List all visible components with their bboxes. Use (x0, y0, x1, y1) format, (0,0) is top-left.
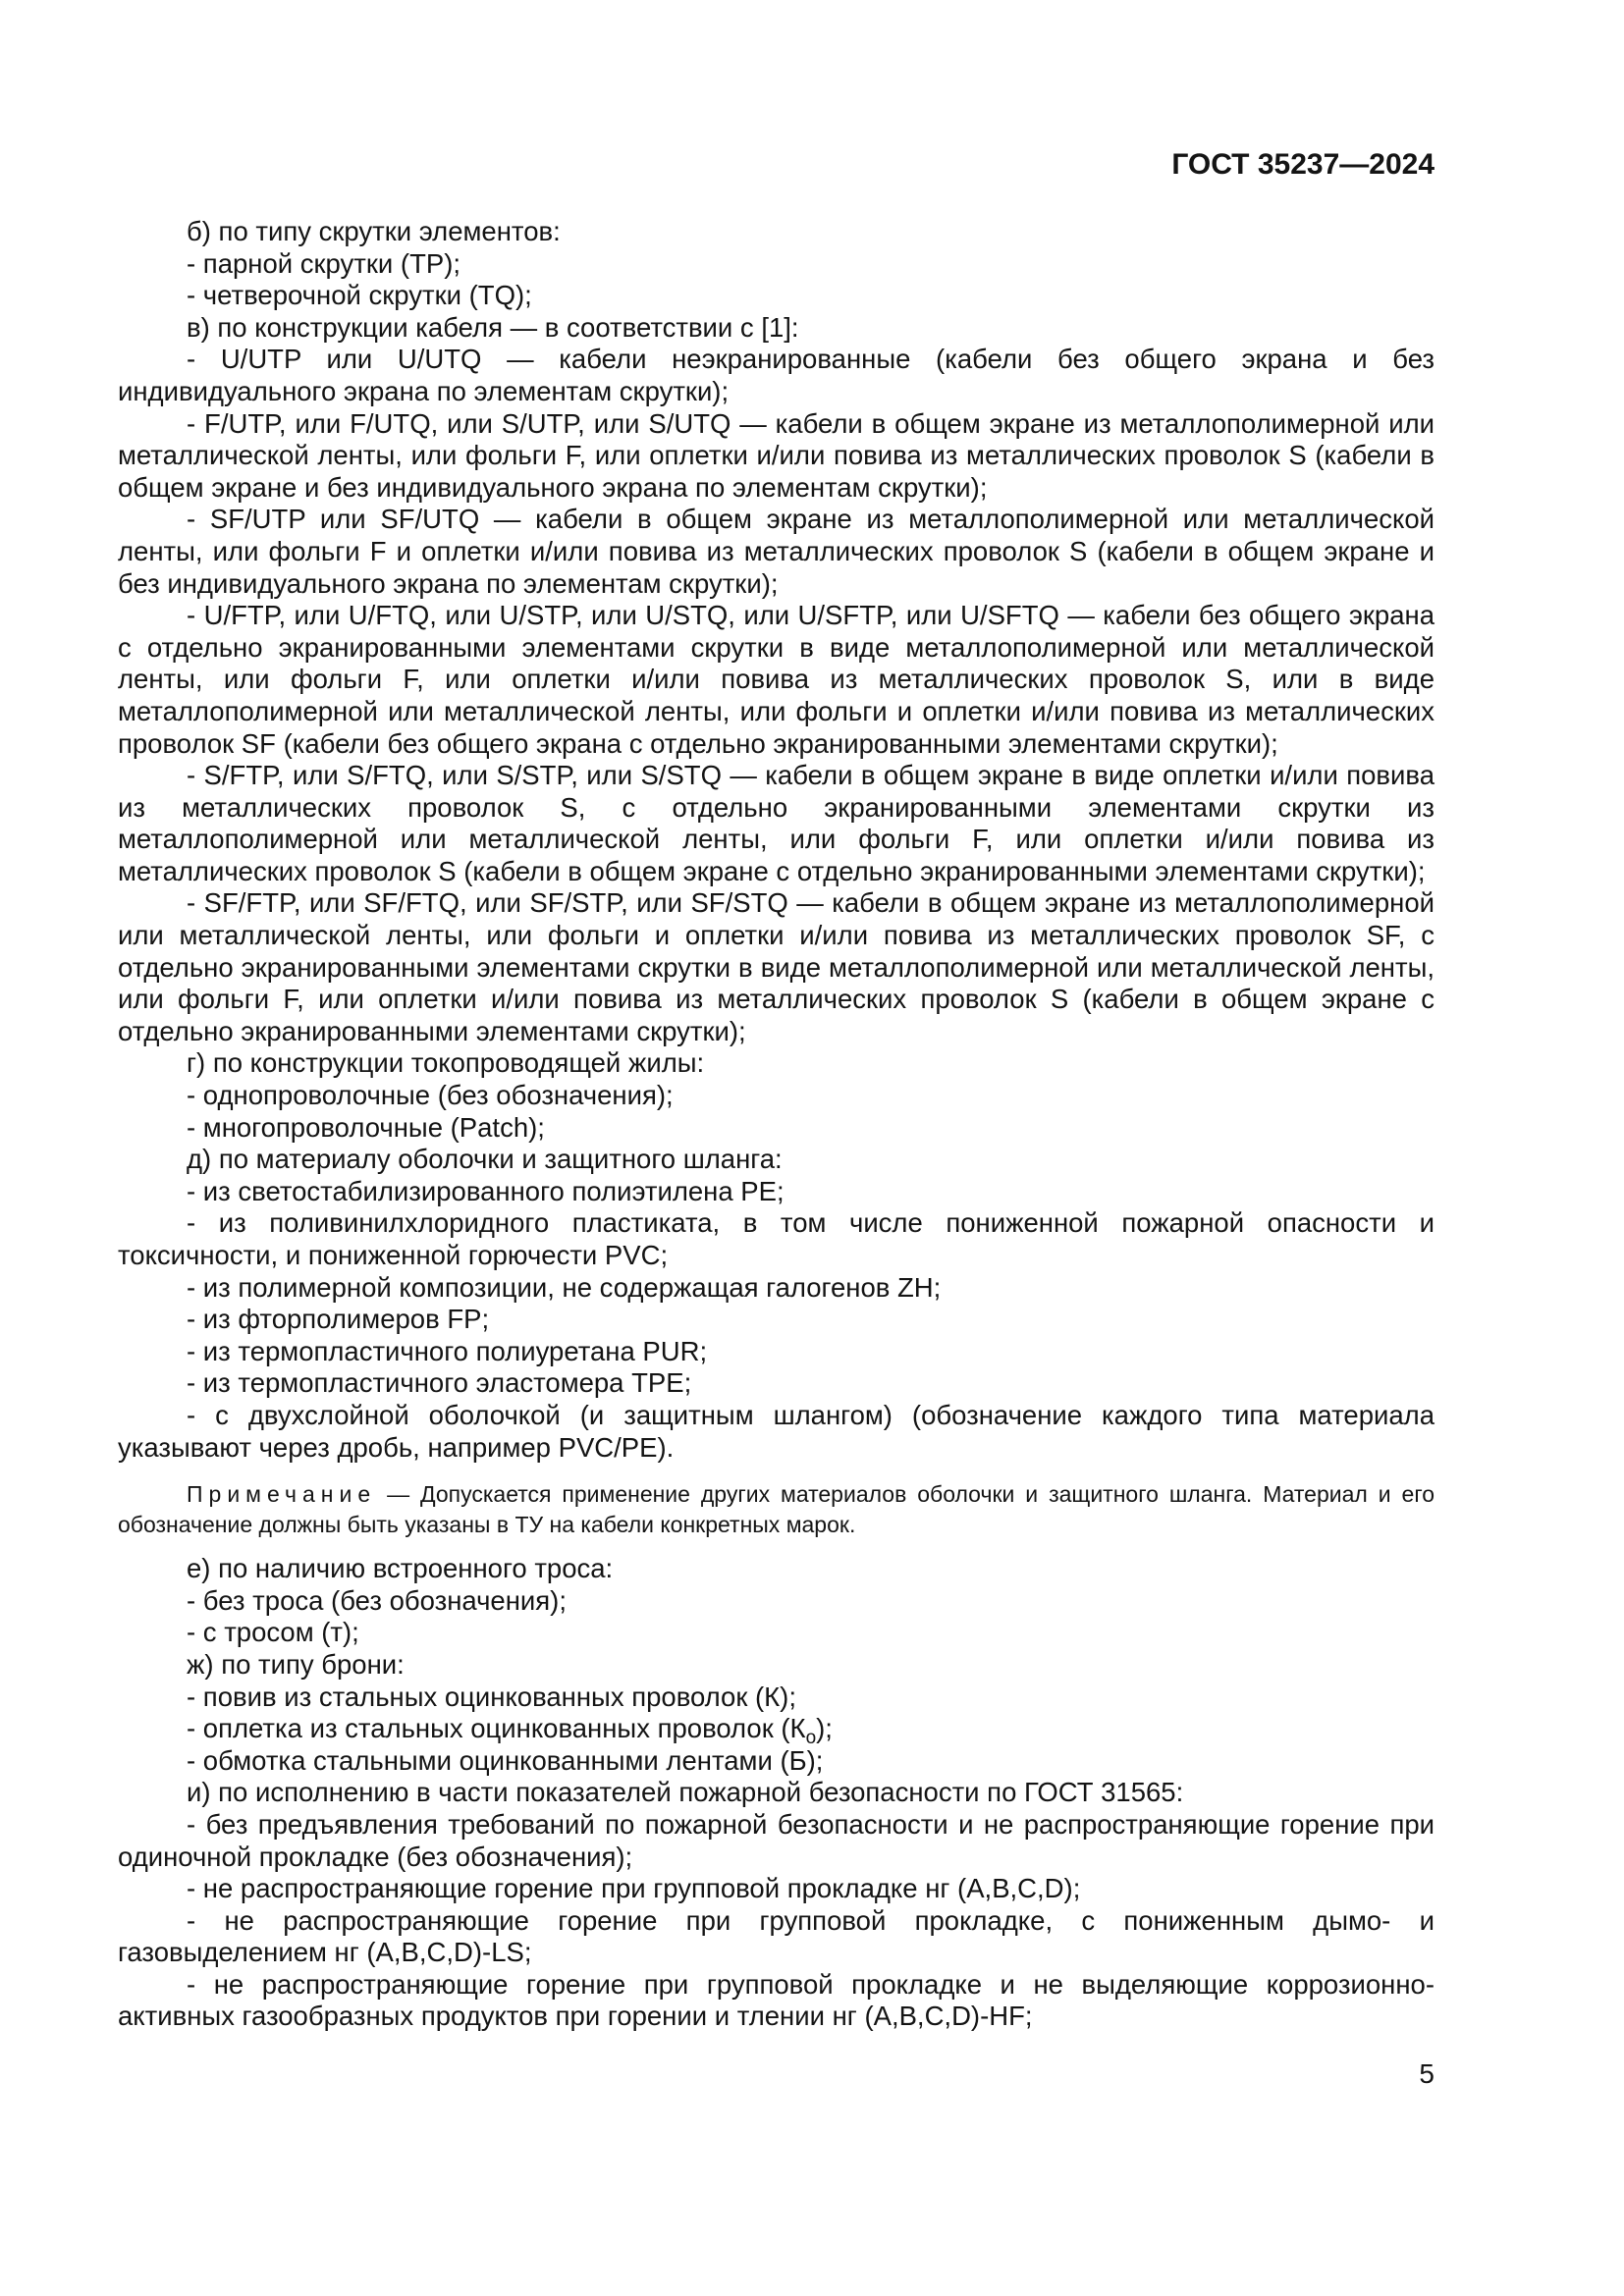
page-header (118, 147, 1435, 183)
paragraph: - парной скрутки (TP); (187, 247, 461, 279)
paragraph: и) по исполнению в части показателей пожарной безопасности по ГОСТ 31565: (187, 1777, 1184, 1808)
paragraph: б) по типу скрутки элементов: (187, 216, 561, 246)
note-text: — Допускается применение других материалов оболочки и защитного шланга. Материал и его обозначение должны быть указаны в ТУ на кабели конкретных марок. (118, 1481, 1435, 1537)
paragraph: - без троса (без обозначения); (187, 1584, 567, 1616)
note-label: Примечание (187, 1481, 377, 1508)
braid-item-pre: - оплетка из стальных оцинкованных проволок (К (187, 1713, 806, 1744)
paragraph: - U/UTP или U/UTQ — кабели неэкранированные (кабели без общего экрана и без индивидуального экрана по элементам скрутки); (118, 344, 1435, 406)
paragraph: - из фторполимеров FP; (187, 1304, 490, 1335)
paragraph: - многопроволочные (Patch); (187, 1111, 545, 1143)
paragraph: - повив из стальных оцинкованных проволок (К); (187, 1681, 796, 1712)
paragraph: - однопроволочные (без обозначения); (187, 1080, 674, 1111)
document-page (118, 147, 1435, 2033)
paragraph: - четверочной скрутки (TQ); (187, 280, 532, 311)
paragraph: - SF/UTP или SF/UTQ — кабели в общем экране из металлополимерной или металлической ленты, или фольги F и оплетки и/или повива из металлических проволок S (кабели в общем экране и без индивидуального экрана по элементам скрутки); (118, 504, 1435, 599)
note-paragraph (118, 1479, 1435, 1539)
paragraph-with-subscript (118, 1713, 1435, 1749)
paragraph: - без предъявления требований по пожарной безопасности и не распространяющие горение при одиночной прокладке (без обозначения); (118, 1808, 1435, 1872)
paragraph: - из светостабилизированного полиэтилена PE; (187, 1175, 785, 1206)
paragraph: - SF/FTP, или SF/FTQ, или SF/STP, или SF/STQ — кабели в общем экране из металлополимерной или металлической ленты, или фольги и оплетки и/или повива из металлических проволок SF, с отдельно экранированными элементами скрутки в виде металлополимерной или металлической ленты, или фольги F, или оплетки и/или повива из металлических проволок S (кабели в общем экране с отдельно экранированными элементами скрутки); (118, 887, 1435, 1046)
paragraph: - F/UTP, или F/UTQ, или S/UTP, или S/UTQ — кабели в общем экране из металлополимерной или металлической ленты, или фольги F, или оплетки и/или повива из металлических проволок S (кабели в общем экране и без индивидуального экрана по элементам скрутки); (118, 407, 1435, 503)
paragraph: - не распространяющие горение при групповой прокладке и не выделяющие коррозионно-активных газообразных продуктов при горении и тлении нг (A,B,C,D)-HF; (118, 1968, 1435, 2032)
paragraph: - с двухслойной оболочкой (и защитным шлангом) (обозначение каждого типа материала указывают через дробь, например PVC/PE). (118, 1399, 1435, 1463)
paragraph: - не распространяющие горение при групповой прокладке, с пониженным дымо- и газовыделением нг (A,B,C,D)-LS; (118, 1904, 1435, 1968)
paragraph: ж) по типу брони: (187, 1648, 405, 1680)
paragraph: - не распространяющие горение при групповой прокладке нг (A,B,C,D); (187, 1873, 1081, 1904)
paragraph: д) по материалу оболочки и защитного шланга: (187, 1144, 783, 1175)
paragraph: - из полимерной композиции, не содержащая галогенов ZH; (187, 1271, 942, 1303)
page-number: 5 (1419, 2058, 1435, 2089)
paragraph: - из поливинилхлоридного пластиката, в том числе пониженной пожарной опасности и токсичности, и пониженной горючести PVC; (118, 1207, 1435, 1270)
paragraph: - из термопластичного полиуретана PUR; (187, 1335, 708, 1366)
paragraph: - обмотка стальными оцинкованными лентами (Б); (187, 1744, 824, 1776)
paragraph: - U/FTP, или U/FTQ, или U/STP, или U/STQ, или U/SFTP, или U/SFTQ — кабели без общего экрана с отдельно экранированными элементами скрутки в виде металлополимерной или металлической ленты, или фольги F, или оплетки и/или повива из металлических проволок S, или в виде металлополимерной или металлической ленты, или фольги и оплетки и/или повива из металлических проволок SF (кабели без общего экрана с отдельно экранированными элементами скрутки); (118, 600, 1435, 759)
standard-code: ГОСТ 35237—2024 (1171, 148, 1435, 181)
braid-item-post: ); (816, 1713, 833, 1744)
braid-item-subscript: о (805, 1728, 817, 1749)
paragraph: - из термопластичного эластомера TPE; (187, 1367, 692, 1399)
paragraph: - S/FTP, или S/FTQ, или S/STP, или S/STQ — кабели в общем экране в виде оплетки и/или повива из металлических проволок S, с отдельно экранированными элементами скрутки из металлополимерной или металлической ленты, или фольги F, или оплетки и/или повива из металлических проволок S (кабели в общем экране с отдельно экранированными элементами скрутки); (118, 760, 1435, 886)
paragraph: в) по конструкции кабеля — в соответствии с [1]: (187, 311, 799, 343)
paragraph: е) по наличию встроенного троса: (187, 1553, 614, 1584)
paragraph: - с тросом (т); (187, 1617, 359, 1648)
paragraph: г) по конструкции токопроводящей жилы: (187, 1047, 705, 1079)
